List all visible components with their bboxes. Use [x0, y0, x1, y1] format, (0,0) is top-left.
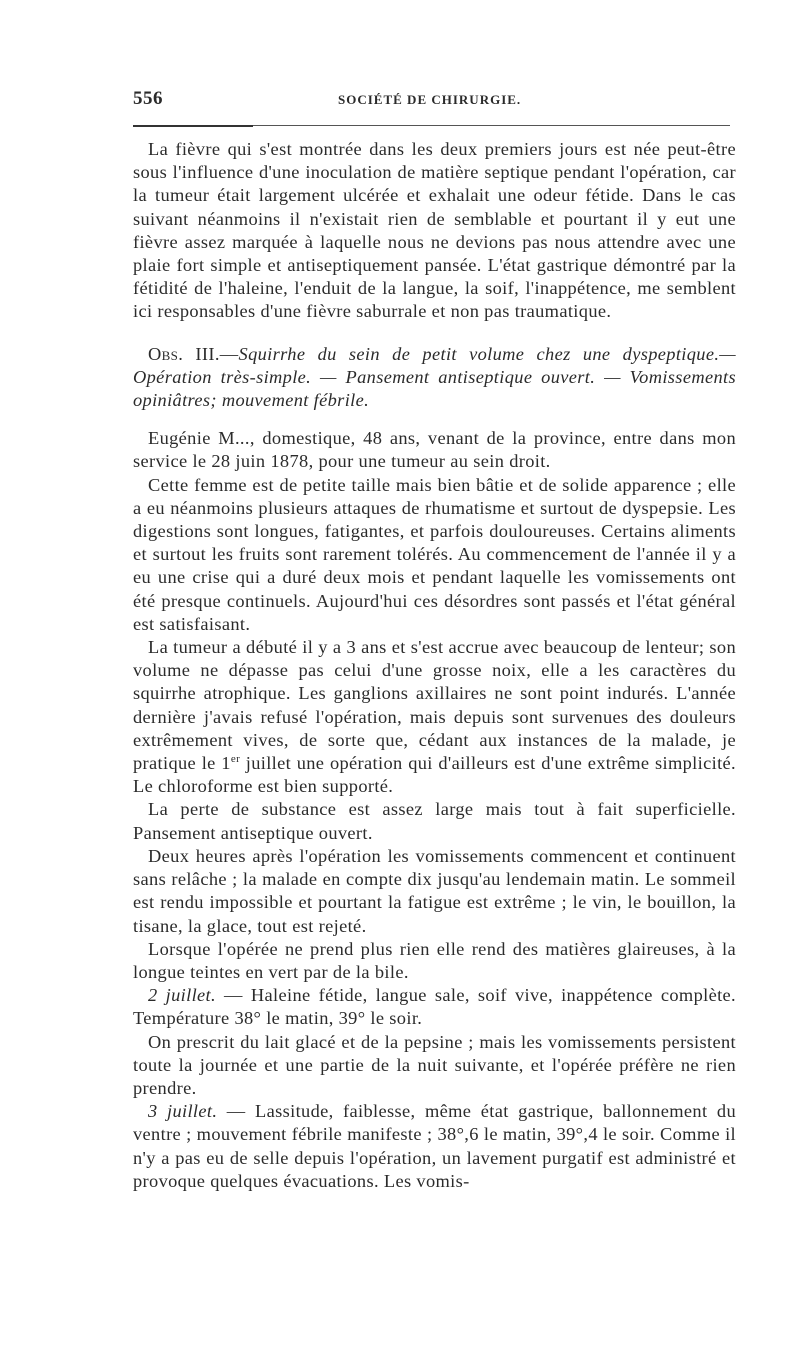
page-header [133, 88, 735, 118]
ordinal-superscript: er [230, 752, 241, 765]
paragraph-patient-history: Cette femme est de petite taille mais bien bâtie et de solide apparence ; elle a eu néanmoins plusieurs attaques de rhumatisme et surtout de dyspepsie. Les digestions sont longues, fatigantes, et parfois douloureuses. Certains aliments et surtout les fruits sont rarement tolérés. Au commencement de l'année il y a eu une crise qui a duré deux mois et pendant laquelle les vomissements ont été presque continuels. Aujourd'hui ces désordres sont passés et l'état général est satisfaisant. [133, 474, 736, 634]
observation-dash: — [219, 343, 239, 364]
paragraph-bile: Lorsque l'opérée ne prend plus rien elle rend des matières glaireuses, à la longue teintes en vert par de la bile. [133, 938, 736, 982]
observation-label: Obs. III. [148, 343, 220, 364]
tumor-text-b: juillet une opération qui d'ailleurs est d'une extrême simplicité. Le chloroforme est bien supporté. [133, 753, 736, 797]
observation-heading [133, 343, 736, 413]
july-3-text: — Lassitude, faiblesse, même état gastrique, ballonnement du ventre ; mouvement fébrile manifeste ; 38°,6 le matin, 39°,4 le soir. Comme il n'y a pas eu de selle depuis l'opération, un lavement purgatif est administré et provoque quelques évacuations. Les vomis- [133, 1101, 736, 1191]
tumor-text-a: La tumeur a débuté il y a 3 ans et s'est accrue avec beaucoup de lenteur; son volume ne dépasse pas celui d'une grosse noix, elle a les caractères du squirrhe atrophique. Les ganglions axillaires ne sont point indurés. L'année dernière j'avais refusé l'opération, mais depuis sont survenues des douleurs extrêmement vives, de sorte que, cédant aux instances de la malade, je pratique le 1 [133, 637, 736, 774]
header-rule-accent [133, 125, 253, 127]
paragraph-patient-intro: Eugénie M..., domestique, 48 ans, venant de la province, entre dans mon service le 28 juin 1878, pour une tumeur au sein droit. [133, 428, 736, 472]
page-number: 556 [133, 88, 163, 109]
paragraph-vomiting: Deux heures après l'opération les vomissements commencent et continuent sans relâche ; la malade en compte dix jusqu'au lendemain matin. Le sommeil est rendu impossible et pourtant la fatigue est extrême ; le vin, le bouillon, la tisane, la glace, tout est rejeté. [133, 845, 736, 936]
running-head: SOCIÉTÉ DE CHIRURGIE. [338, 92, 522, 107]
paragraph-july-2 [133, 984, 736, 1030]
paragraph-fever-discussion: La fièvre qui s'est montrée dans les deux premiers jours est née peut-être sous l'influence d'une inoculation de matière septique pendant l'opération, car la tumeur était largement ulcérée et exhalait une odeur fétide. Dans le cas suivant néanmoins il n'existait rien de semblable et pourtant il y eut une fièvre assez marquée à laquelle nous ne devions pas nous attendre avec une plaie fort simple et antiseptiquement pansée. L'état gastrique démontré par la fétidité de l'haleine, l'enduit de la langue, la soif, l'inappétence, me semblent ici responsables d'une fièvre saburrale et non pas traumatique. [133, 139, 736, 322]
paragraph-treatment: On prescrit du lait glacé et de la pepsine ; mais les vomissements persistent toute la journée et une partie de la nuit suivante, et l'opérée préfère ne rien prendre. [133, 1031, 736, 1098]
paragraph-july-3 [133, 1100, 736, 1193]
july-2-text: — Haleine fétide, langue sale, soif vive, inappétence complète. Température 38° le matin, 39° le soir. [133, 985, 737, 1029]
paragraph-tumor [133, 636, 736, 798]
observation-title: Squirrhe du sein de petit volume chez une dyspeptique.— Opération très-simple. — Pansement antiseptique ouvert. — Vomissements opiniâtres; mouvement fébrile. [133, 343, 736, 411]
date-july-3: 3 juillet. [148, 1101, 218, 1122]
paragraph-wound: La perte de substance est assez large mais tout à fait superficielle. Pansement antiseptique ouvert. [133, 799, 736, 843]
body-text [133, 138, 736, 1193]
date-july-2: 2 juillet. [148, 985, 216, 1006]
